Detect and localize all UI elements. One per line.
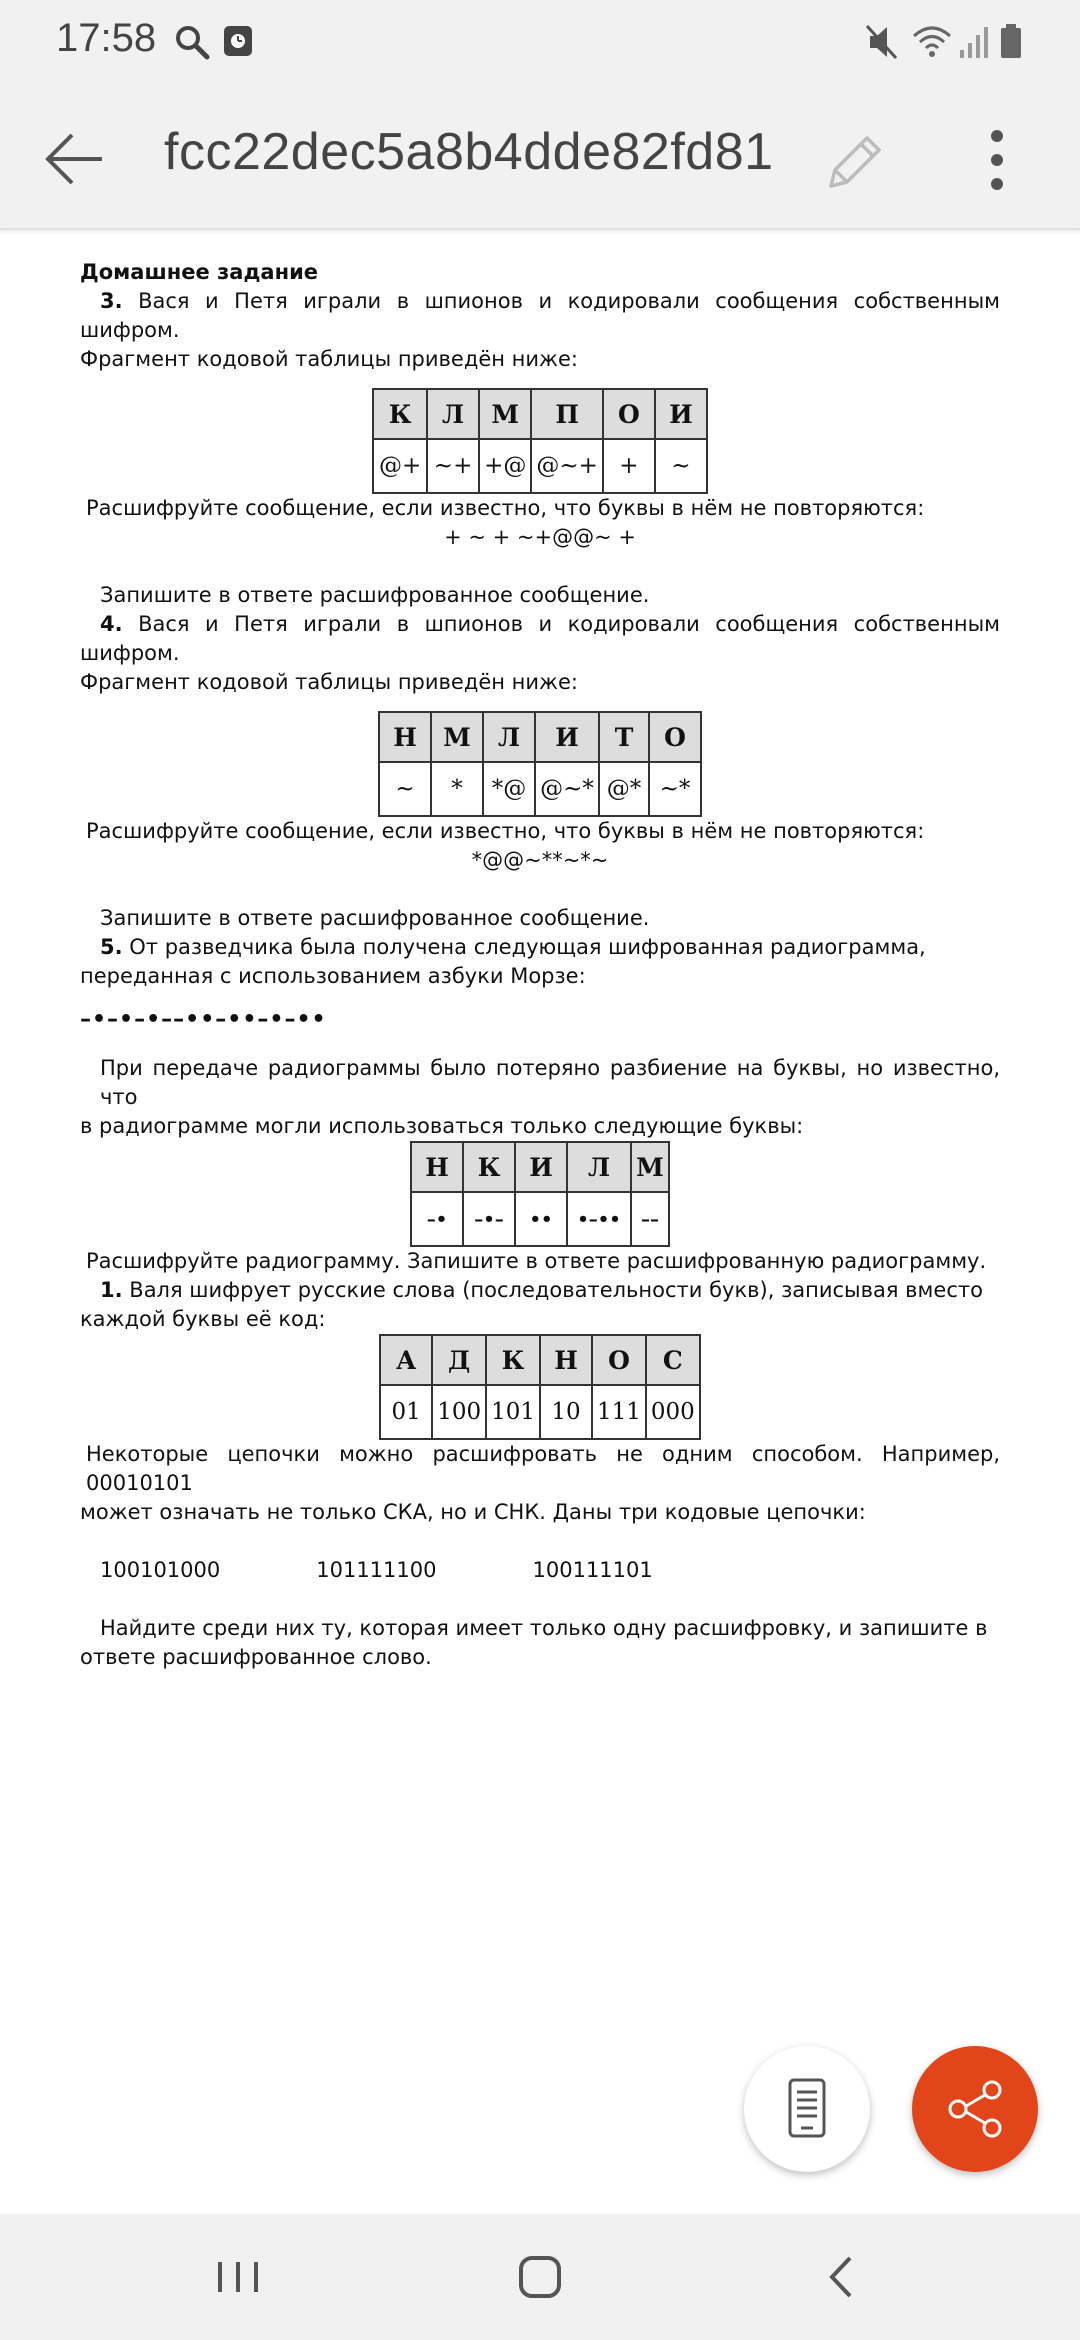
task5-letter: Н: [411, 1142, 463, 1192]
back-icon[interactable]: [802, 2244, 882, 2310]
task1-intro-b: каждой буквы её код:: [80, 1307, 326, 1331]
task3-code: ~: [655, 439, 707, 493]
task5-code: ––: [631, 1192, 669, 1246]
home-icon[interactable]: [500, 2244, 580, 2310]
task3-code: +@: [479, 439, 531, 493]
task3-code: @~+: [531, 439, 603, 493]
task4-letter: Л: [483, 712, 535, 762]
task3-code: @+: [373, 439, 427, 493]
task4-code: @~*: [535, 762, 599, 816]
task4-code: @*: [599, 762, 649, 816]
task5-letter: М: [631, 1142, 669, 1192]
task1-letter: А: [380, 1335, 432, 1385]
task5-code: •–••: [567, 1192, 631, 1246]
task4-letter: М: [431, 712, 483, 762]
task4-code: *: [431, 762, 483, 816]
task5-note-a: При передаче радиограммы было потеряно разбиение на буквы, но известно, что: [100, 1056, 1000, 1109]
task1-number: 1.: [100, 1278, 123, 1302]
task1-code: 01: [380, 1385, 432, 1439]
wifi-icon: [910, 22, 954, 62]
task4-intro-b: Фрагмент кодовой таблицы приведён ниже:: [80, 670, 578, 694]
screen-record-icon: [222, 22, 256, 62]
task5-letter: К: [463, 1142, 515, 1192]
task1-intro: [80, 1276, 1000, 1305]
battery-icon: [998, 22, 1024, 62]
search-icon: [172, 22, 212, 62]
task5-letter: И: [515, 1142, 567, 1192]
task4-code: ~: [379, 762, 431, 816]
task3-message: + ~ + ~+@@~ +: [444, 525, 636, 549]
task3-intro: [80, 287, 1000, 345]
task5-intro-b: переданная с использованием азбуки Морзе:: [80, 964, 586, 988]
document-title: fcc22dec5a8b4dde82fd81: [164, 123, 774, 181]
task4-letter: Т: [599, 712, 649, 762]
task1-code: 10: [540, 1385, 592, 1439]
status-time: 17:58: [56, 16, 157, 60]
mute-icon: [864, 22, 900, 62]
task3-letter: О: [603, 389, 655, 439]
task1-final-a: Найдите среди них ту, которая имеет только одну расшифровку, и запишите в: [100, 1616, 988, 1640]
task3-answer-hint: Запишите в ответе расшифрованное сообщение.: [100, 583, 650, 607]
task1-intro-a: Валя шифрует русские слова (последовательности букв), записывая вместо: [129, 1278, 983, 1302]
task4-number: 4.: [100, 612, 123, 636]
status-bar: [0, 0, 1080, 84]
task1-chain: 100111101: [532, 1558, 653, 1582]
back-arrow-icon[interactable]: [40, 124, 110, 194]
pencil-icon[interactable]: [815, 122, 895, 202]
task5-code: –•–: [463, 1192, 515, 1246]
task5-intro-a: От разведчика была получена следующая шифрованная радиограмма,: [129, 935, 926, 959]
recent-apps-icon[interactable]: [198, 2244, 278, 2310]
task1-letter: Н: [540, 1335, 592, 1385]
task5-note-b: в радиограмме могли использоваться только следующие буквы:: [80, 1114, 804, 1138]
task4-question: Расшифруйте сообщение, если известно, что буквы в нём не повторяются:: [86, 819, 925, 843]
task4-message: *@@~**~*~: [471, 848, 609, 872]
task5-intro: [80, 933, 1000, 962]
task5-question: Расшифруйте радиограмму. Запишите в ответе расшифрованную радиограмму.: [86, 1249, 987, 1273]
navigation-bar: [0, 2214, 1080, 2340]
task3-question: Расшифруйте сообщение, если известно, что буквы в нём не повторяются:: [86, 496, 925, 520]
task3-intro-b: Фрагмент кодовой таблицы приведён ниже:: [80, 347, 578, 371]
reader-mode-icon: [744, 2046, 870, 2172]
task1-code: 000: [646, 1385, 700, 1439]
task5-code: ••: [515, 1192, 567, 1246]
task5-code: –•: [411, 1192, 463, 1246]
task3-letter: М: [479, 389, 531, 439]
task1-letter: Д: [432, 1335, 486, 1385]
task4-answer-hint: Запишите в ответе расшифрованное сообщение.: [100, 906, 650, 930]
task4-code: ~*: [649, 762, 701, 816]
task1-letter: О: [592, 1335, 646, 1385]
task3-letter: П: [531, 389, 603, 439]
share-icon: [912, 2046, 1038, 2172]
task3-code: +: [603, 439, 655, 493]
task1-code-table: [379, 1334, 701, 1440]
task5-number: 5.: [100, 935, 123, 959]
task3-letter: И: [655, 389, 707, 439]
task4-letter: Н: [379, 712, 431, 762]
document-page: [80, 258, 1000, 1672]
task1-note-b: может означать не только СКА, но и СНК. Даны три кодовые цепочки:: [80, 1500, 866, 1524]
signal-icon: [958, 22, 990, 62]
task4-intro: [80, 610, 1000, 668]
task1-code: 111: [592, 1385, 646, 1439]
reader-mode-button[interactable]: [744, 2046, 870, 2172]
task4-code-table: [378, 711, 702, 817]
task4-intro-a: Вася и Петя играли в шпионов и кодировали сообщения собственным шифром.: [80, 612, 1000, 665]
task1-letter: С: [646, 1335, 700, 1385]
task5-letter: Л: [567, 1142, 631, 1192]
homework-heading: Домашнее задание: [80, 260, 319, 284]
task1-chain: 100101000: [100, 1558, 221, 1582]
task1-note-a: Некоторые цепочки можно расшифровать не одним способом. Например, 00010101: [86, 1442, 1000, 1495]
more-vert-icon[interactable]: [975, 122, 1025, 202]
task1-final-b: ответе расшифрованное слово.: [80, 1645, 432, 1669]
task5-morse-table: [410, 1141, 670, 1247]
task3-number: 3.: [100, 289, 123, 313]
task1-letter: К: [486, 1335, 540, 1385]
task1-code: 101: [486, 1385, 540, 1439]
task3-intro-a: Вася и Петя играли в шпионов и кодировали сообщения собственным шифром.: [80, 289, 1000, 342]
task4-letter: О: [649, 712, 701, 762]
task3-letter: К: [373, 389, 427, 439]
task4-code: *@: [483, 762, 535, 816]
share-button[interactable]: [912, 2046, 1038, 2172]
task3-letter: Л: [427, 389, 479, 439]
task1-code-chains: [80, 1556, 1000, 1585]
task1-chain: 101111100: [316, 1558, 437, 1582]
task5-morse-message: –•–•–•––••–••–•–••: [80, 1007, 327, 1032]
task4-letter: И: [535, 712, 599, 762]
task1-code: 100: [432, 1385, 486, 1439]
task3-code-table: [372, 388, 708, 494]
task3-code: ~+: [427, 439, 479, 493]
app-bar: [0, 84, 1080, 230]
